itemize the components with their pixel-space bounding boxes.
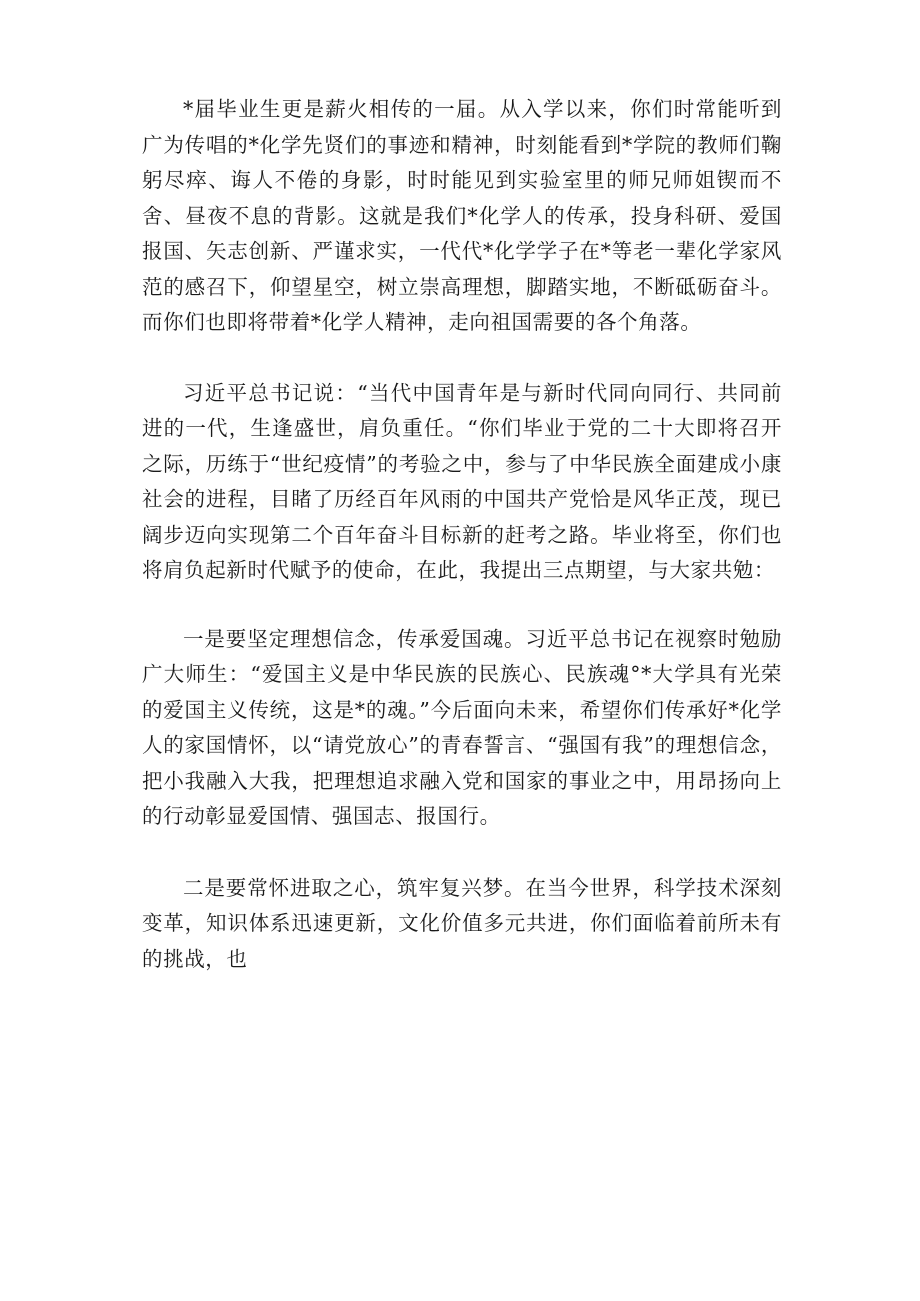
paragraph-1: *届毕业生更是薪火相传的一届。从入学以来，你们时常能听到广为传唱的*化学先贤们的事迹和精神，时刻能看到*学院的教师们鞠躬尽瘁、诲人不倦的身影，时时能见到实验室里的师兄师姐锲而不舍、昼夜不息的背影。这就是我们*化学人的传承，投身科研、爱国报国、矢志创新、严谨求实，一代代*化学学子在*等老一辈化学家风范的感召下，仰望星空，树立崇高理想，脚踏实地，不断砥砺奋斗。而你们也即将带着*化学人精神，走向祖国需要的各个角落。: [142, 97, 782, 334]
paragraph-2: 习近平总书记说：“当代中国青年是与新时代同向同行、共同前进的一代，生逢盛世，肩负重任。“你们毕业于党的二十大即将召开之际，历练于“世纪疫情”的考验之中，参与了中华民族全面建成小康社会的进程，目睹了历经百年风雨的中国共产党恰是风华正茂，现已阔步迈向实现第二个百年奋斗目标新的赶考之路。毕业将至，你们也将肩负起新时代赋予的使命，在此，我提出三点期望，与大家共勉：: [142, 380, 782, 582]
document-body: [142, 92, 782, 977]
paragraph-3: 一是要坚定理想信念，传承爱国魂。习近平总书记在视察时勉励广大师生：“爱国主义是中华民族的民族心、民族魂°*大学具有光荣的爱国主义传统，这是*的魂。”今后面向未来，希望你们传承好*化学人的家国情怀，以“请党放心”的青春誓言、“强国有我”的理想信念，把小我融入大我，把理想追求融入党和国家的事业之中，用昂扬向上的行动彰显爱国情、强国志、报国行。: [142, 626, 782, 828]
paragraph-4: 二是要常怀进取之心，筑牢复兴梦。在当今世界，科学技术深刻变革，知识体系迅速更新，文化价值多元共进，你们面临着前所未有的挑战，也: [142, 875, 782, 971]
